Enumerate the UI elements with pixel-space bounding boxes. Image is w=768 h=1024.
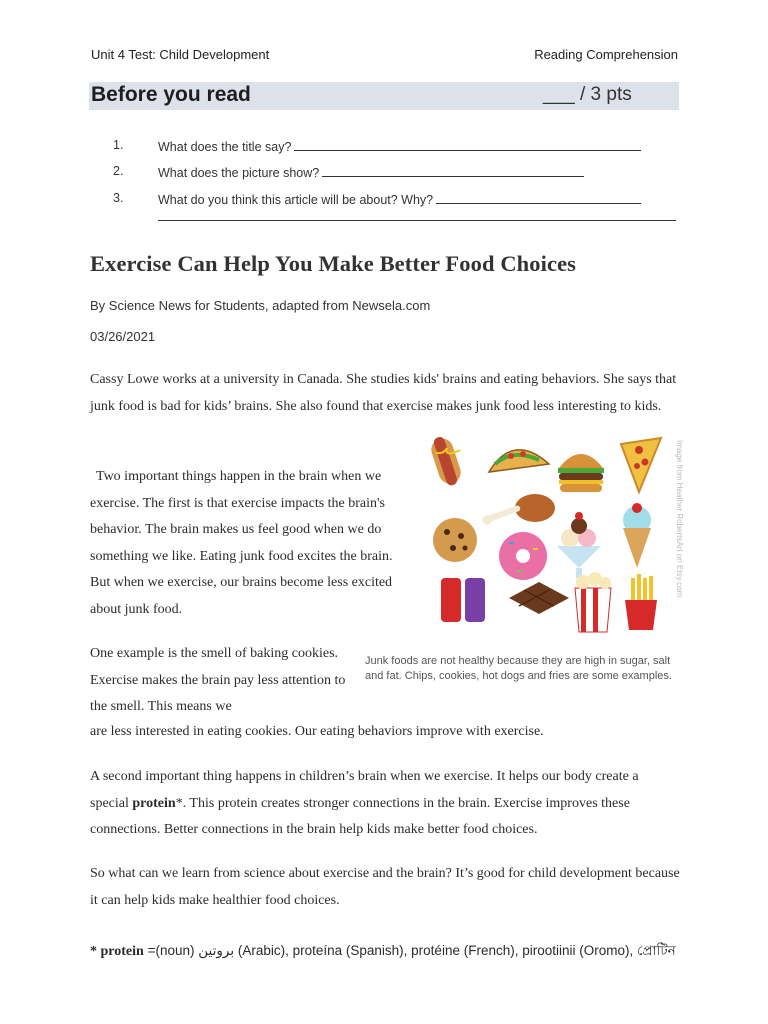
question-number: 2. [113, 164, 124, 178]
answer-line[interactable] [436, 191, 641, 204]
question-number: 3. [113, 191, 124, 205]
soda-can-icon [441, 578, 485, 622]
question-text: What do you think this article will be about? Why? [158, 193, 434, 207]
header-section-title: Reading Comprehension [534, 47, 678, 62]
chocolate-bar-icon [509, 582, 569, 614]
image-caption: Junk foods are not healthy because they are high in sugar, salt and fat. Chips, cookies, hot dogs and fries are some examples. [365, 655, 672, 682]
footnote [90, 940, 676, 963]
hot-dog-icon [428, 436, 463, 487]
paragraph-4 [90, 764, 680, 844]
taco-icon [489, 450, 549, 472]
paragraph-4-text-end: *. This protein creates stronger connections in the brain. Exercise improves these connections. Better connections in the brain help kids make better food choices. [90, 795, 630, 837]
pizza-slice-icon [621, 438, 661, 492]
footnote-definition: =(noun) بروتين (Arabic), proteína (Spanish), protéine (French), pirootiinii (Oromo), প্রোটিন [147, 943, 676, 958]
donut-icon [499, 532, 547, 580]
paragraph-2: Two important things happen in the brain when we exercise. The first is that exercise impacts the brain's behavior. The brain makes us feel good when we do something we like. Eating junk food excites the brain. But when we exercise, our brains become less excited about junk food. [90, 469, 393, 617]
cookie-icon [433, 518, 477, 562]
footnote-term: * protein [90, 944, 144, 959]
paragraph-1: Cassy Lowe works at a university in Canada. She studies kids' brains and eating behaviors. She says that junk food is bad for kids’ brains. She also found that exercise makes junk food less interesting to kids. [90, 372, 677, 414]
question-text: What does the title say? [158, 140, 292, 154]
paragraph-5: So what can we learn from science about exercise and the brain? It’s good for child development because it can help kids make healthier food choices. [90, 866, 680, 908]
header-unit-title: Unit 4 Test: Child Development [91, 47, 270, 62]
ice-cream-cone-icon [623, 503, 651, 568]
paragraph-3-wrapped: One example is the smell of baking cookies. Exercise makes the brain pay less attention to the smell. This means we [90, 646, 346, 714]
article-title: Exercise Can Help You Make Better Food Choices [90, 251, 577, 276]
byline: By Science News for Students, adapted from Newsela.com [90, 298, 431, 313]
question-number: 1. [113, 138, 124, 152]
paragraph-3-end: are less interested in eating cookies. Our eating behaviors improve with exercise. [90, 724, 544, 739]
keyword-protein: protein [132, 795, 176, 811]
chicken-leg-icon [482, 494, 555, 525]
answer-line[interactable] [294, 138, 641, 151]
sundae-icon [557, 512, 601, 578]
french-fries-icon [625, 574, 657, 630]
burger-icon [558, 454, 604, 492]
article-date: 03/26/2021 [90, 329, 156, 344]
answer-line[interactable] [322, 164, 584, 177]
before-you-read-bar [89, 82, 679, 110]
answer-line-extra[interactable] [158, 220, 676, 221]
paragraph-4-text: A second important thing happens in children’s brain when we exercise. It helps our body create a special [90, 769, 639, 811]
points-field: ___ / 3 pts [543, 84, 632, 105]
image-credit: Image from Heather RobertsArt on Etsy.com [675, 440, 684, 598]
popcorn-icon [575, 572, 611, 632]
junk-food-illustration [425, 428, 685, 640]
question-text: What does the picture show? [158, 166, 320, 180]
section-title: Before you read [91, 83, 251, 106]
